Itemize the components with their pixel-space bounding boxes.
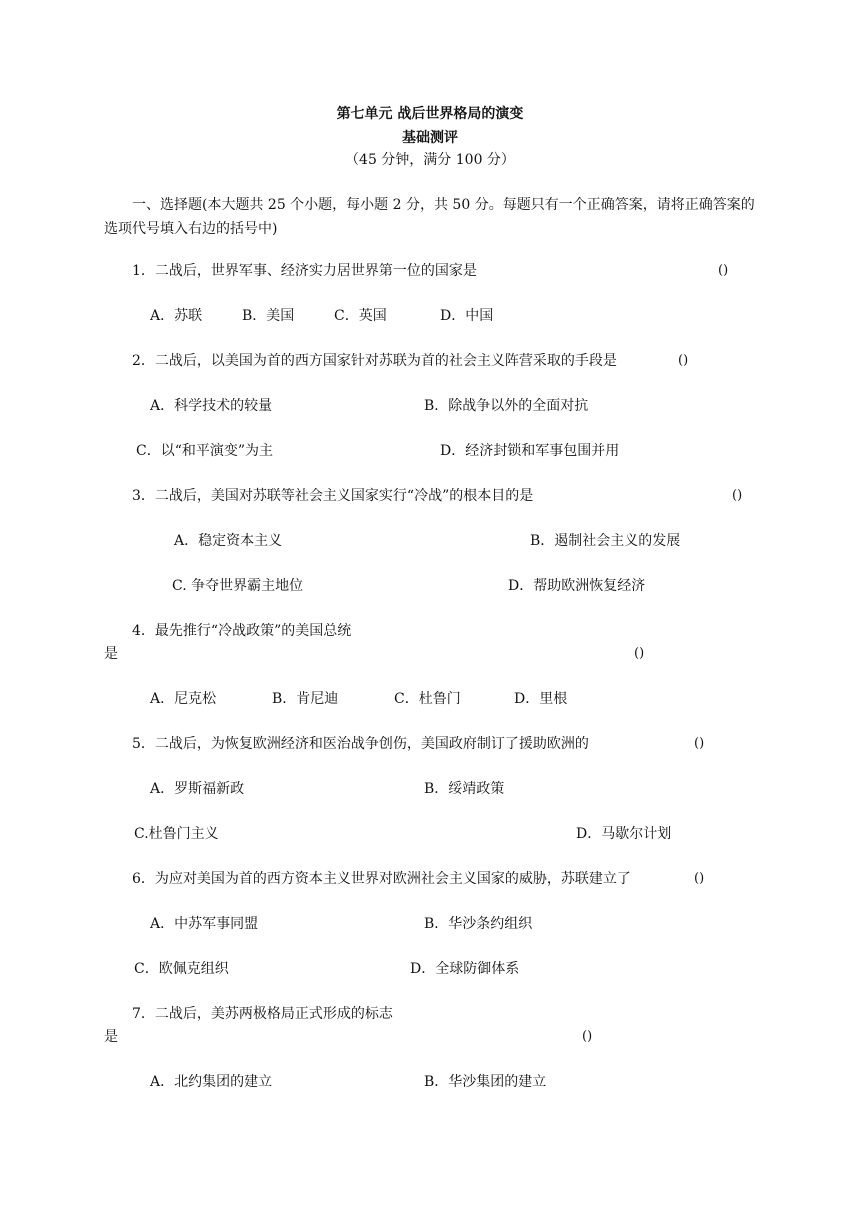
option-d: D．中国 [440, 308, 494, 324]
question-stem-continuation: 是 [104, 1029, 118, 1045]
option-c: C. 争夺世界霸主地位 [172, 578, 304, 594]
answer-bracket: () [694, 736, 705, 751]
option-a: A．苏联 [150, 308, 203, 324]
page-title: 第七单元 战后世界格局的演变 [336, 106, 524, 122]
option-b: B．遏制社会主义的发展 [530, 533, 681, 549]
option-a: A．北约集团的建立 [150, 1074, 273, 1090]
answer-bracket: () [634, 646, 645, 661]
option-c: C．欧佩克组织 [134, 961, 229, 977]
option-d: D．帮助欧洲恢复经济 [508, 578, 646, 594]
question-stem: 5．二战后，为恢复欧洲经济和医治战争创伤，美国政府制订了援助欧洲的 [132, 736, 589, 752]
option-b: B．华沙条约组织 [424, 916, 533, 932]
option-b: B．华沙集团的建立 [424, 1074, 547, 1090]
section-instructions: 一、选择题(本大题共 25 个小题，每小题 2 分，共 50 分。每题只有一个正确答案，请将正确答案的选项代号填入右边的括号中) [104, 197, 755, 237]
option-c: C．杜鲁门 [394, 691, 461, 707]
answer-bracket: () [732, 488, 743, 503]
option-b: B．绥靖政策 [424, 781, 505, 797]
page-subtitle: 基础测评 [402, 130, 458, 146]
option-c: C.杜鲁门主义 [134, 826, 219, 842]
option-b: B．除战争以外的全面对抗 [424, 398, 589, 414]
option-b: B．肯尼迪 [272, 691, 339, 707]
option-b: B．美国 [242, 308, 295, 324]
answer-bracket: () [678, 353, 689, 368]
answer-bracket: () [582, 1029, 593, 1044]
option-a: A．稳定资本主义 [174, 533, 283, 549]
question-stem-continuation: 是 [104, 646, 118, 662]
answer-bracket: () [694, 871, 705, 886]
option-d: D．马歇尔计划 [576, 826, 672, 842]
question-stem: 2．二战后，以美国为首的西方国家针对苏联为首的社会主义阵营采取的手段是 [132, 353, 617, 369]
option-c: C．英国 [334, 308, 387, 324]
answer-bracket: () [718, 263, 729, 278]
option-d: D．经济封锁和军事包围并用 [440, 443, 620, 459]
option-d: D．全球防御体系 [410, 961, 520, 977]
option-a: A．中苏军事同盟 [150, 916, 259, 932]
option-a: A．罗斯福新政 [150, 781, 245, 797]
option-a: A．科学技术的较量 [150, 398, 273, 414]
option-a: A．尼克松 [150, 691, 217, 707]
time-note: （45 分钟，满分 100 分） [345, 152, 515, 168]
question-stem: 1．二战后，世界军事、经济实力居世界第一位的国家是 [132, 263, 477, 279]
question-stem: 4．最先推行“冷战政策”的美国总统 [132, 623, 352, 639]
option-c: C．以“和平演变”为主 [136, 443, 274, 459]
question-stem: 6．为应对美国为首的西方资本主义世界对欧洲社会主义国家的威胁，苏联建立了 [132, 871, 631, 887]
option-d: D．里根 [514, 691, 568, 707]
question-stem: 3．二战后，美国对苏联等社会主义国家实行“冷战”的根本目的是 [132, 488, 534, 504]
question-stem: 7．二战后，美苏两极格局正式形成的标志 [132, 1006, 393, 1022]
